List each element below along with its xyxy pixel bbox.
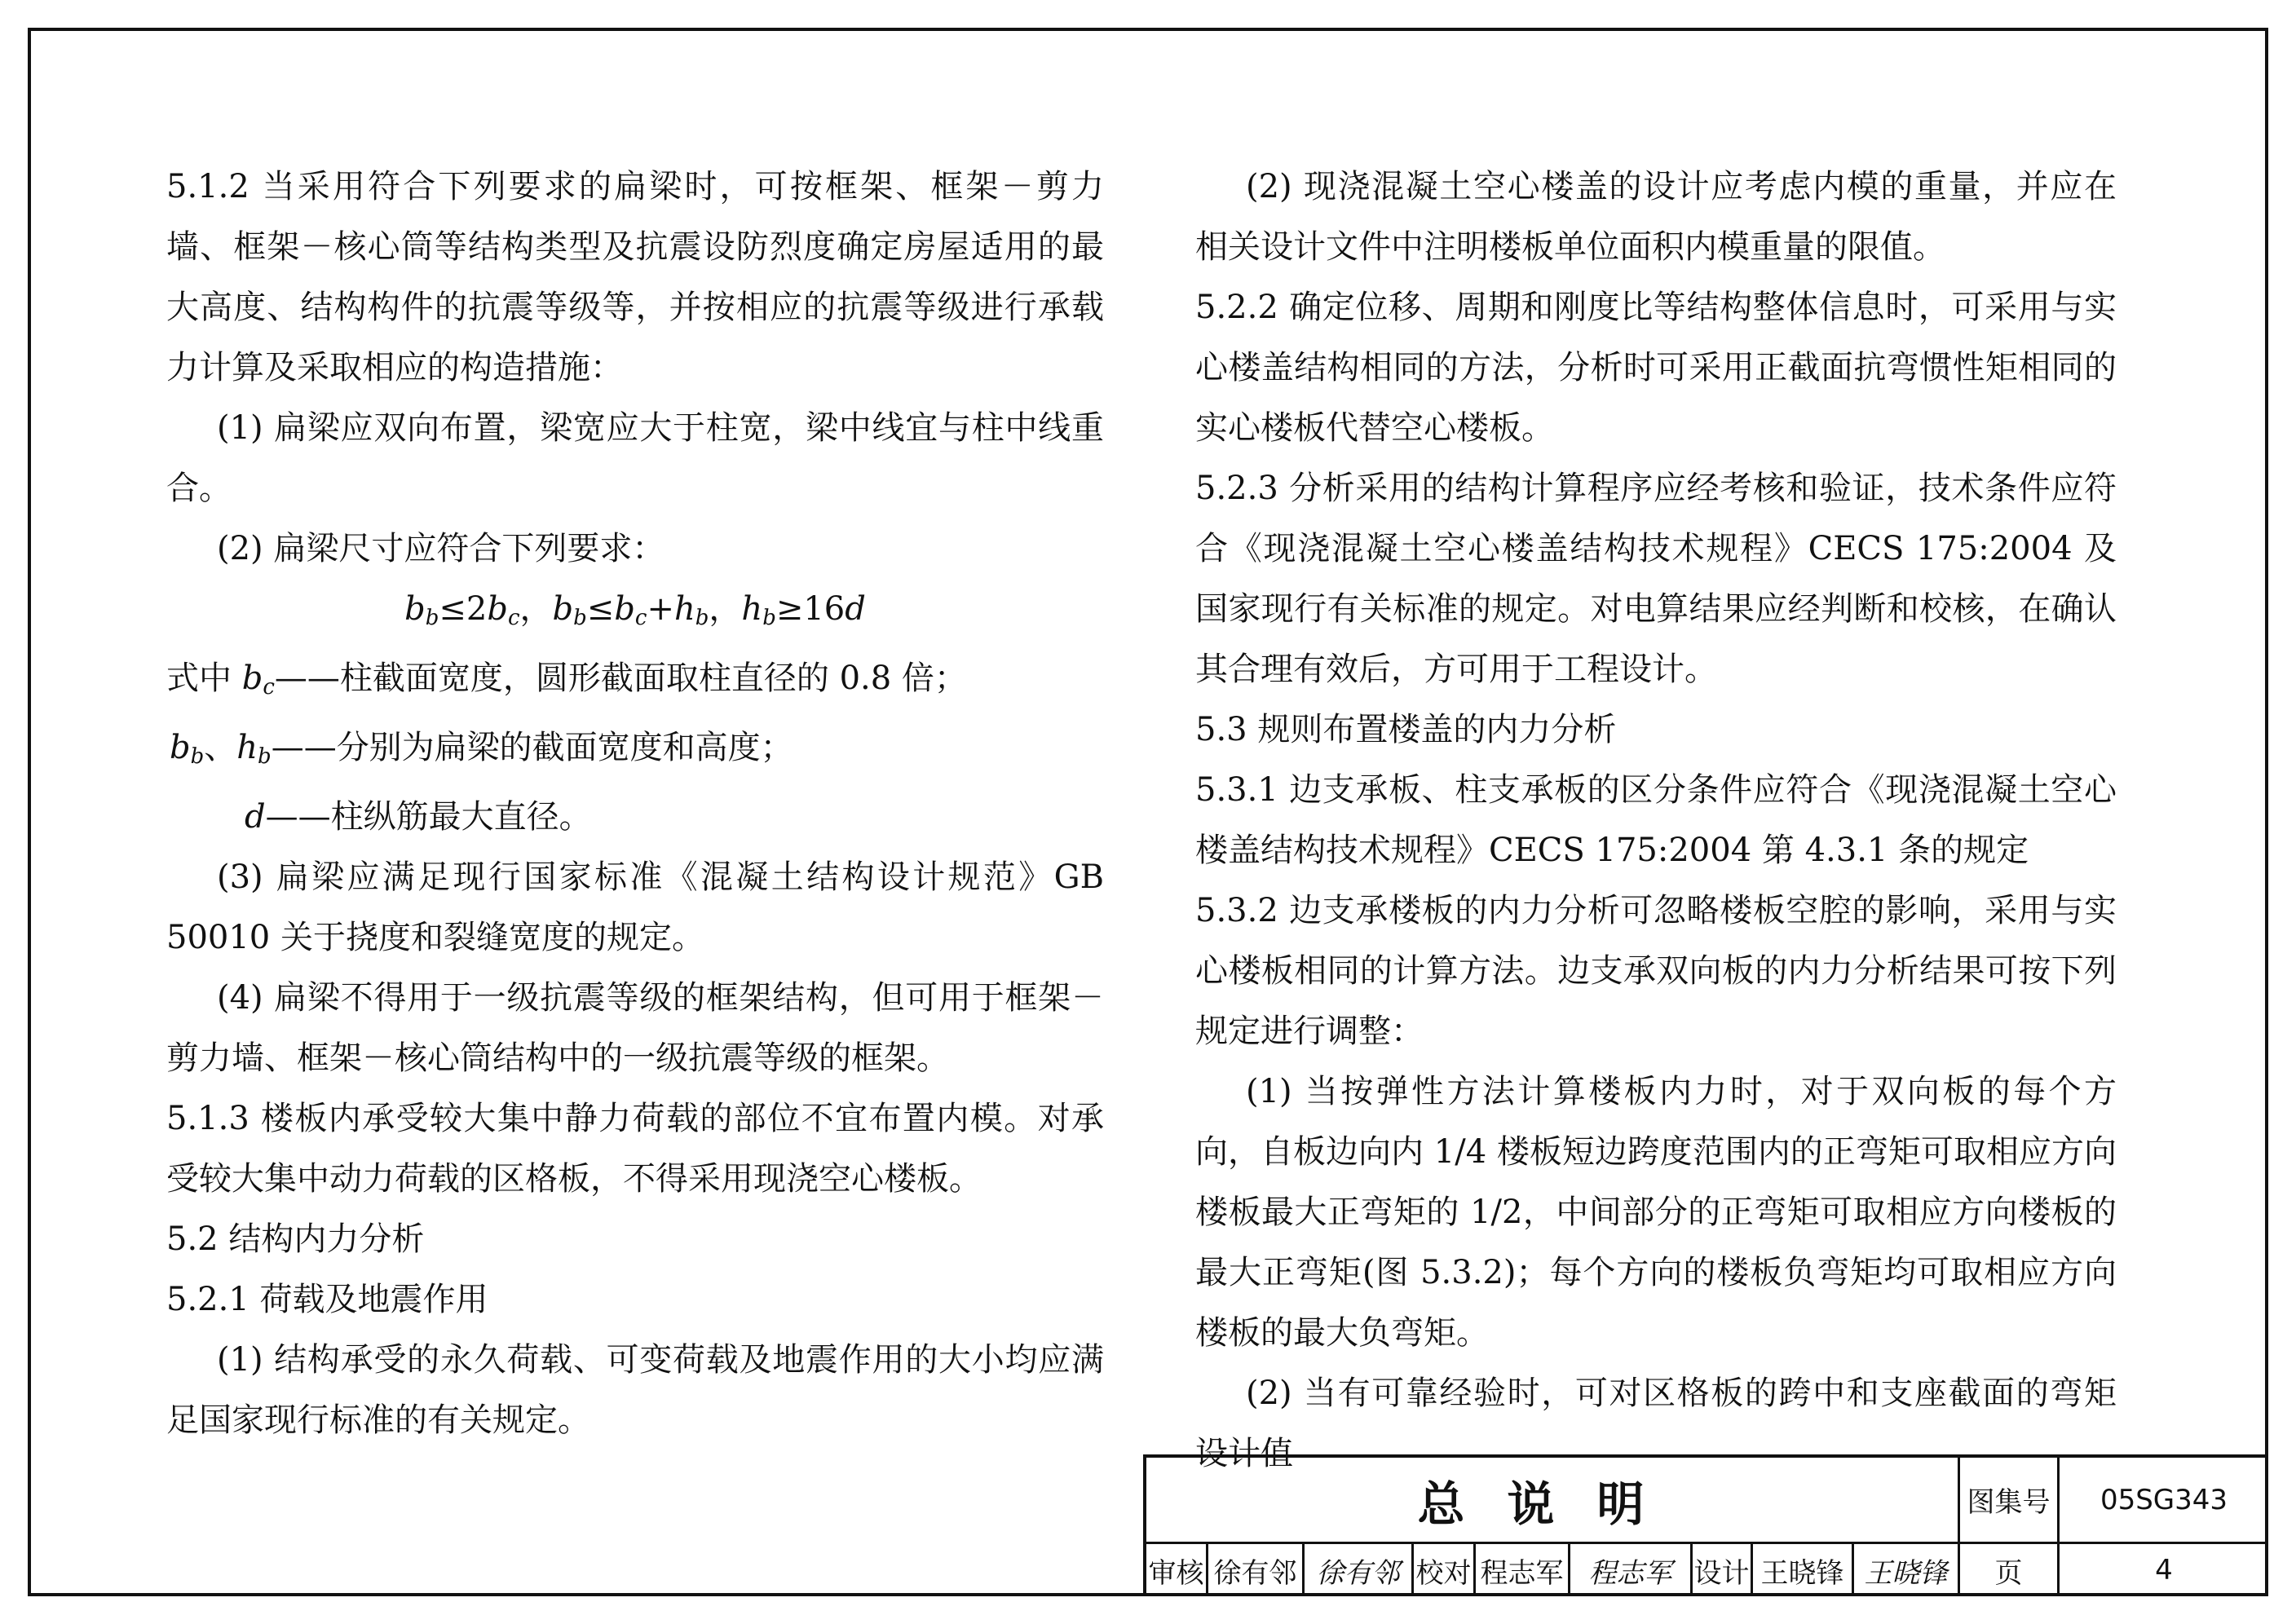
checker-name: 程志军 — [1476, 1544, 1570, 1596]
review-label: 审核 — [1146, 1544, 1208, 1596]
title-block — [1143, 1454, 2268, 1596]
title-block-row-1 — [1146, 1458, 2268, 1544]
section-5-2-heading: 5.2 结构内力分析 — [166, 1220, 425, 1258]
clause-5-2-3: 5.2.3 分析采用的结构计算程序应经考核和验证，技术条件应符合《现浇混凝土空心楼盖结构技术规程》CECS 175:2004 及国家现行有关标准的规定。对电算结果应经判断和校核，在确认其合理有效后，方可用于工程设计。 — [1195, 470, 2117, 688]
drawing-title: 总说明 — [1146, 1458, 1960, 1542]
clause-5-3-2-item-2: (2) 当有可靠经验时，可对区格板的跨中和支座截面的弯矩设计值 — [1195, 1375, 2117, 1472]
definition-bc: 式中 $b_c——$柱截面宽度，圆形截面取柱直径的 0.8 倍； — [166, 660, 967, 699]
reviewer-name: 徐有邻 — [1208, 1544, 1305, 1596]
clause-5-1-2: 5.1.2 当采用符合下列要求的扁梁时，可按框架、框架－剪力墙、框架－核心筒等结构类型及抗震设防烈度确定房屋适用的最大高度、结构构件的抗震等级等，并按相应的抗震等级进行承载力计算及采取相应的构造措施： — [166, 168, 1104, 386]
atlas-number-label: 图集号 — [1960, 1458, 2060, 1542]
clause-5-2-2: 5.2.2 确定位移、周期和刚度比等结构整体信息时，可采用与实心楼盖结构相同的方法，分析时可采用正截面抗弯惯性矩相同的实心楼板代替空心楼板。 — [1195, 289, 2117, 447]
clause-5-1-2-item-3: (3) 扁梁应满足现行国家标准《混凝土结构设计规范》GB 50010 关于挠度和裂缝宽度的规定。 — [166, 858, 1115, 956]
clause-5-2-1-item-1: (1) 结构承受的永久荷载、可变荷载及地震作用的大小均应满足国家现行标准的有关规定。 — [166, 1341, 1104, 1439]
section-5-3-heading: 5.3 规则布置楼盖的内力分析 — [1195, 711, 1617, 748]
clause-5-2-1-heading: 5.2.1 荷载及地震作用 — [166, 1281, 488, 1318]
clause-5-1-2-item-4: (4) 扁梁不得用于一级抗震等级的框架结构，但可用于框架－剪力墙、框架－核心筒结构中的一级抗震等级的框架。 — [166, 979, 1104, 1077]
clause-5-2-1-item-2: (2) 现浇混凝土空心楼盖的设计应考虑内模的重量，并应在相关设计文件中注明楼板单位面积内模重量的限值。 — [1195, 168, 2117, 266]
clause-5-3-1: 5.3.1 边支承板、柱支承板的区分条件应符合《现浇混凝土空心楼盖结构技术规程》CECS 175:2004 第 4.3.1 条的规定 — [1195, 771, 2117, 869]
clause-5-1-2-item-1: (1) 扁梁应双向布置，梁宽应大于柱宽，梁中线宜与柱中线重合。 — [166, 409, 1104, 507]
page-label: 页 — [1960, 1544, 2060, 1596]
definition-bb-hb: $b_b$、$h_b——$分别为扁梁的截面宽度和高度； — [170, 729, 793, 769]
atlas-number: 05SG343 — [2100, 1483, 2228, 1516]
title-block-row-2 — [1146, 1544, 2268, 1596]
clause-5-1-2-item-2: (2) 扁梁尺寸应符合下列要求： — [217, 530, 665, 567]
check-label: 校对 — [1414, 1544, 1476, 1596]
clause-5-3-2: 5.3.2 边支承楼板的内力分析可忽略楼板空腔的影响，采用与实心楼板相同的计算方法。边支承双向板的内力分析结果可按下列规定进行调整： — [1195, 892, 2117, 1050]
flat-beam-formula: $b_b\le 2b_c$，$b_b\le b_c+h_b$，$h_b\ge 16d$ — [404, 590, 866, 630]
right-column — [1195, 157, 2117, 1484]
checker-signature: 程志军 — [1570, 1544, 1693, 1596]
clause-5-1-3: 5.1.3 楼板内承受较大集中静力荷载的部位不宜布置内模。对承受较大集中动力荷载的区格板，不得采用现浇空心楼板。 — [166, 1100, 1104, 1198]
design-label: 设计 — [1693, 1544, 1753, 1596]
left-column — [166, 157, 1115, 1450]
definition-d: d——柱纵筋最大直径。 — [245, 798, 592, 836]
designer-name: 王晓锋 — [1753, 1544, 1854, 1596]
designer-signature: 王晓锋 — [1854, 1544, 1960, 1596]
reviewer-signature: 徐有邻 — [1305, 1544, 1414, 1596]
clause-5-3-2-item-1: (1) 当按弹性方法计算楼板内力时，对于双向板的每个方向，自板边向内 1/4 楼板短边跨度范围内的正弯矩可取相应方向楼板最大正弯矩的 1/2，中间部分的正弯矩可取相应方向楼板的最大正弯矩(图 5.3.2)；每个方向的楼板负弯矩均可取相应方向楼板的最大负弯矩。 — [1195, 1073, 2117, 1352]
page-number: 4 — [2155, 1554, 2173, 1586]
